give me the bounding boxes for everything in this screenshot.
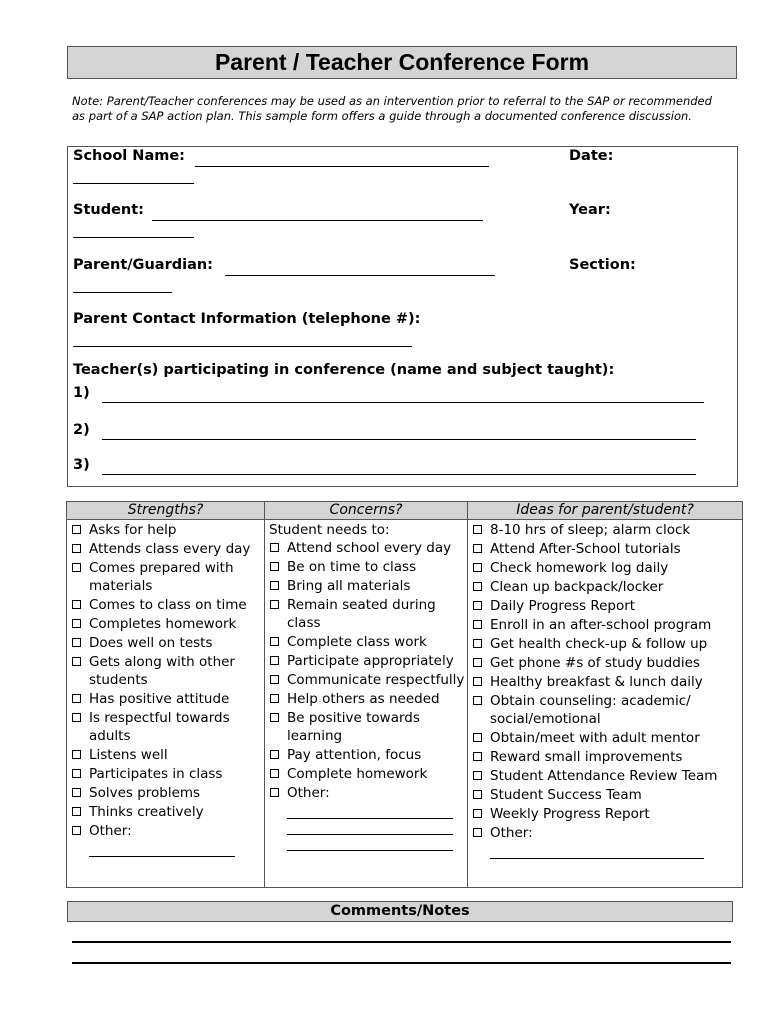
ideas-header: Ideas for parent/student? [468, 502, 742, 520]
other-write-in-line[interactable] [287, 803, 453, 819]
checkbox[interactable] [270, 600, 279, 609]
ideas-item[interactable] [468, 635, 738, 653]
strengths-item-label: Solves problems [89, 785, 201, 801]
checkbox[interactable] [270, 675, 279, 684]
ideas-item-label: Student Attendance Review Team [490, 768, 718, 784]
checklist-table [66, 501, 743, 888]
year-field[interactable] [73, 237, 194, 238]
ideas-item[interactable] [468, 729, 738, 747]
concerns-item-label: Be on time to class [287, 559, 417, 575]
checkbox[interactable] [72, 657, 81, 666]
teacher-1-field[interactable] [102, 402, 704, 403]
parent-guardian-label: Parent/Guardian: [73, 257, 213, 273]
strengths-item-label: Thinks creatively [89, 804, 204, 820]
teacher-3-field[interactable] [102, 474, 696, 475]
concerns-item-label: Bring all materials [287, 578, 411, 594]
ideas-item-label: Healthy breakfast & lunch daily [490, 674, 703, 690]
strengths-item[interactable] [67, 746, 261, 764]
date-field[interactable] [73, 183, 194, 184]
ideas-item-label: Check homework log daily [490, 560, 669, 576]
concerns-item[interactable] [265, 746, 465, 764]
strengths-item-label: Attends class every day [89, 541, 251, 557]
strengths-item-label: Completes homework [89, 616, 237, 632]
checkbox[interactable] [72, 807, 81, 816]
ideas-item-label: Other: [490, 825, 533, 841]
checkbox[interactable] [72, 750, 81, 759]
concerns-item[interactable] [265, 671, 465, 689]
ideas-item-label: 8-10 hrs of sleep; alarm clock [490, 522, 691, 538]
strengths-item[interactable] [67, 653, 261, 689]
student-field[interactable] [152, 220, 483, 221]
ideas-item[interactable] [468, 673, 738, 691]
ideas-item-label: Obtain/meet with adult mentor [490, 730, 700, 746]
checkbox[interactable] [270, 543, 279, 552]
concerns-item[interactable] [265, 558, 465, 576]
strengths-item[interactable] [67, 615, 261, 633]
concerns-item[interactable] [265, 596, 465, 632]
concerns-header: Concerns? [265, 502, 467, 520]
checkbox[interactable] [473, 677, 482, 686]
concerns-item-label: Complete class work [287, 634, 427, 650]
concerns-item-label: Attend school every day [287, 540, 452, 556]
other-write-in-line[interactable] [490, 843, 704, 859]
checkbox[interactable] [473, 752, 482, 761]
strengths-header: Strengths? [67, 502, 264, 520]
comment-line[interactable] [72, 962, 731, 964]
ideas-item-label: Weekly Progress Report [490, 806, 650, 822]
ideas-item-label: Obtain counseling: academic/ social/emotional [490, 693, 691, 727]
checkbox[interactable] [473, 525, 482, 534]
concerns-item-label: Be positive towards learning [287, 710, 420, 744]
year-label: Year: [569, 202, 611, 218]
strengths-item[interactable] [67, 803, 261, 821]
concerns-item[interactable] [265, 765, 465, 783]
ideas-item[interactable] [468, 748, 738, 766]
concerns-column [265, 521, 465, 851]
ideas-item[interactable] [468, 521, 738, 539]
checkbox[interactable] [270, 694, 279, 703]
concerns-item-label: Communicate respectfully [287, 672, 465, 688]
concerns-item[interactable] [265, 690, 465, 708]
strengths-item[interactable] [67, 709, 261, 745]
concerns-intro: Student needs to: [269, 522, 390, 538]
strengths-item-label: Participates in class [89, 766, 223, 782]
concerns-item-label: Participate appropriately [287, 653, 454, 669]
checkbox[interactable] [473, 639, 482, 648]
checkbox[interactable] [473, 696, 482, 705]
checkbox[interactable] [270, 713, 279, 722]
ideas-column [468, 521, 738, 859]
checkbox[interactable] [270, 581, 279, 590]
comment-line[interactable] [72, 941, 731, 943]
parent-contact-field[interactable] [73, 346, 412, 347]
concerns-item[interactable] [265, 652, 465, 670]
strengths-item[interactable] [67, 521, 261, 539]
ideas-item-label: Clean up backpack/locker [490, 579, 664, 595]
date-label: Date: [569, 148, 614, 164]
ideas-item[interactable] [468, 767, 738, 785]
checkbox[interactable] [270, 562, 279, 571]
ideas-item[interactable] [468, 805, 738, 823]
teachers-label: Teacher(s) participating in conference (name and subject taught): [73, 362, 615, 378]
strengths-column [67, 521, 261, 857]
ideas-item-label: Student Success Team [490, 787, 642, 803]
ideas-item[interactable] [468, 824, 738, 842]
strengths-item[interactable] [67, 765, 261, 783]
parent-guardian-field[interactable] [225, 275, 495, 276]
strengths-item[interactable] [67, 690, 261, 708]
checkbox[interactable] [473, 790, 482, 799]
checkbox[interactable] [72, 769, 81, 778]
checkbox[interactable] [473, 733, 482, 742]
ideas-item[interactable] [468, 616, 738, 634]
teacher-2-field[interactable] [102, 439, 696, 440]
parent-contact-label: Parent Contact Information (telephone #): [73, 311, 421, 327]
checkbox[interactable] [473, 601, 482, 610]
concerns-item[interactable] [265, 784, 465, 802]
student-label: Student: [73, 202, 144, 218]
checkbox[interactable] [473, 771, 482, 780]
checkbox[interactable] [473, 658, 482, 667]
other-write-in-line[interactable] [89, 841, 235, 857]
strengths-item[interactable] [67, 634, 261, 652]
strengths-item-label: Gets along with other students [89, 654, 235, 688]
strengths-item-label: Comes to class on time [89, 597, 247, 613]
section-label: Section: [569, 257, 636, 273]
checkbox[interactable] [473, 582, 482, 591]
ideas-item[interactable] [468, 559, 738, 577]
student-info-section [67, 146, 738, 487]
strengths-item-label: Other: [89, 823, 132, 839]
strengths-item[interactable] [67, 540, 261, 558]
concerns-item-label: Other: [287, 785, 330, 801]
checkbox[interactable] [72, 694, 81, 703]
checkbox[interactable] [473, 544, 482, 553]
strengths-item[interactable] [67, 822, 261, 840]
concerns-item[interactable] [265, 577, 465, 595]
teacher-2-number: 2) [73, 422, 90, 438]
ideas-item[interactable] [468, 786, 738, 804]
ideas-item[interactable] [468, 540, 738, 558]
ideas-item[interactable] [468, 654, 738, 672]
checkbox[interactable] [72, 544, 81, 553]
strengths-item[interactable] [67, 784, 261, 802]
checkbox[interactable] [473, 809, 482, 818]
concerns-item-label: Remain seated during class [287, 597, 436, 631]
section-field[interactable] [73, 292, 172, 293]
checkbox[interactable] [270, 637, 279, 646]
concerns-item[interactable] [265, 539, 465, 557]
school-name-label: School Name: [73, 148, 185, 164]
intro-note: Note: Parent/Teacher conferences may be used as an intervention prior to referral to the SAP or recommended as part of a SAP action plan. This sample form offers a guide through a documented conference discussion. [72, 94, 712, 123]
checkbox[interactable] [72, 525, 81, 534]
concerns-item-label: Complete homework [287, 766, 428, 782]
strengths-item[interactable] [67, 559, 261, 595]
ideas-item-label: Attend After-School tutorials [490, 541, 681, 557]
concerns-item-label: Pay attention, focus [287, 747, 422, 763]
ideas-item[interactable] [468, 578, 738, 596]
ideas-item-label: Get phone #s of study buddies [490, 655, 700, 671]
ideas-item[interactable] [468, 597, 738, 615]
strengths-item-label: Asks for help [89, 522, 177, 538]
checkbox[interactable] [72, 713, 81, 722]
concerns-item-label: Help others as needed [287, 691, 440, 707]
teacher-1-number: 1) [73, 385, 90, 401]
school-name-field[interactable] [195, 166, 489, 167]
ideas-item-label: Enroll in an after-school program [490, 617, 712, 633]
ideas-item-label: Reward small improvements [490, 749, 683, 765]
form-title: Parent / Teacher Conference Form [67, 46, 737, 79]
strengths-item[interactable] [67, 596, 261, 614]
ideas-item-label: Get health check-up & follow up [490, 636, 708, 652]
checkbox[interactable] [270, 656, 279, 665]
checkbox[interactable] [72, 600, 81, 609]
strengths-item-label: Has positive attitude [89, 691, 230, 707]
checkbox[interactable] [72, 826, 81, 835]
teacher-3-number: 3) [73, 457, 90, 473]
checkbox[interactable] [72, 563, 81, 572]
checkbox[interactable] [270, 788, 279, 797]
checkbox[interactable] [270, 750, 279, 759]
concerns-item[interactable] [265, 633, 465, 651]
ideas-item[interactable] [468, 692, 738, 728]
checkbox[interactable] [72, 638, 81, 647]
other-write-in-line[interactable] [287, 835, 453, 851]
other-write-in-line[interactable] [287, 819, 453, 835]
checkbox[interactable] [270, 769, 279, 778]
strengths-item-label: Listens well [89, 747, 168, 763]
checkbox[interactable] [473, 620, 482, 629]
ideas-item-label: Daily Progress Report [490, 598, 636, 614]
comments-header: Comments/Notes [67, 901, 733, 922]
strengths-item-label: Is respectful towards adults [89, 710, 230, 744]
checkbox[interactable] [72, 788, 81, 797]
strengths-item-label: Comes prepared with materials [89, 560, 234, 594]
strengths-item-label: Does well on tests [89, 635, 213, 651]
checkbox[interactable] [72, 619, 81, 628]
checkbox[interactable] [473, 563, 482, 572]
concerns-item[interactable] [265, 709, 465, 745]
checkbox[interactable] [473, 828, 482, 837]
